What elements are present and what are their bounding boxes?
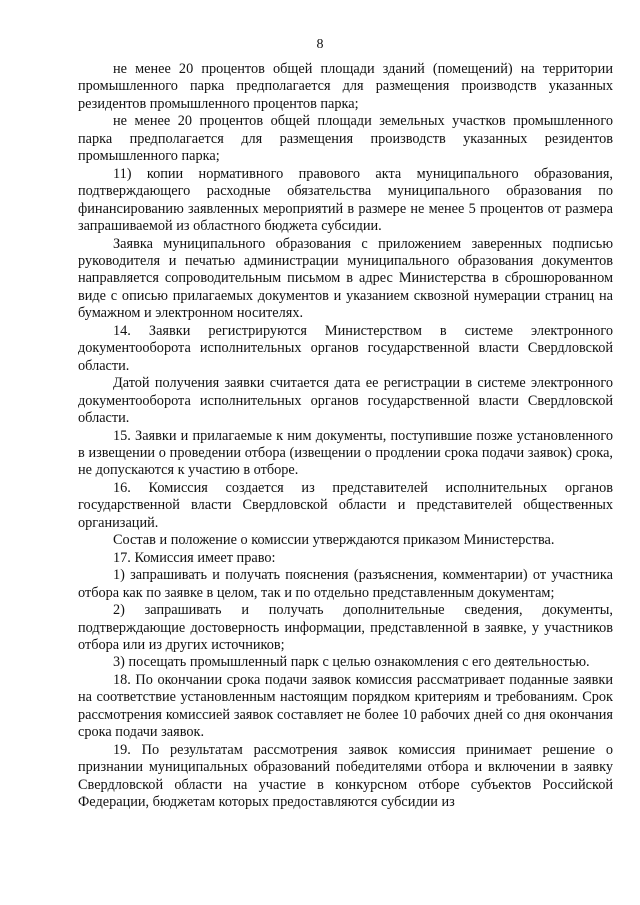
paragraph: 17. Комиссия имеет право: [113,549,276,566]
document-body [78,61,613,811]
paragraph: 19. По результатам рассмотрения заявок комиссия принимает решение о признании муниципальных образований победителями отбора и включении в заявку Свердловской области на участие в конкурсном отборе субъектов Российской Федерации, бюджетам которых предоставляются субсидии из [78,741,613,811]
paragraph: Датой получения заявки считается дата ее регистрации в системе электронного документооборота исполнительных органов государственной власти Свердловской области. [78,375,613,427]
paragraph: Состав и положение о комиссии утверждаются приказом Министерства. [113,532,555,549]
paragraph: 14. Заявки регистрируются Министерством в системе электронного документооборота исполнительных органов государственной власти Свердловской области. [78,322,613,374]
paragraph: не менее 20 процентов общей площади земельных участков промышленного парка предполагается для размещения производств указанных резидентов промышленного парка; [78,113,613,165]
paragraph: 15. Заявки и прилагаемые к ним документы, поступившие позже установленного в извещении о проведении отбора (извещении о продлении срока подачи заявок) срока, не допускаются к участию в отборе. [78,427,613,479]
paragraph: 18. По окончании срока подачи заявок комиссия рассматривает поданные заявки на соответствие установленным настоящим порядком критериям и требованиям. Срок рассмотрения комиссией заявок составляет не более 10 рабочих дней со дня окончания срока подачи заявок. [78,671,613,741]
paragraph: 2) запрашивать и получать дополнительные сведения, документы, подтверждающие достоверность информации, представленной в заявке, у участников отбора или из других источников; [78,602,613,653]
page-number: 8 [316,37,324,52]
paragraph: 3) посещать промышленный парк с целью ознакомления с его деятельностью. [113,654,590,671]
paragraph: не менее 20 процентов общей площади зданий (помещений) на территории промышленного парка предполагается для размещения производств указанных резидентов промышленного процентов парка; [78,61,613,112]
paragraph: 16. Комиссия создается из представителей исполнительных органов государственной власти Свердловской области и представителей общественных организаций. [78,479,613,531]
paragraph: Заявка муниципального образования с приложением заверенных подписью руководителя и печатью администрации муниципального образования документов направляется сопроводительным письмом в адрес Министерства в сброшюрованном виде с описью прилагаемых документов и указанием сквозной нумерации страниц на бумажном и электронном носителях. [78,235,613,322]
paragraph: 1) запрашивать и получать пояснения (разъяснения, комментарии) от участника отбора как по заявке в целом, так и по отдельно представленным документам; [78,567,613,601]
paragraph: 11) копии нормативного правового акта муниципального образования, подтверждающего расходные обязательства муниципального образования по финансированию заявленных мероприятий в размере не менее 5 процентов от размера запрашиваемой из областного бюджета субсидии. [78,165,613,235]
